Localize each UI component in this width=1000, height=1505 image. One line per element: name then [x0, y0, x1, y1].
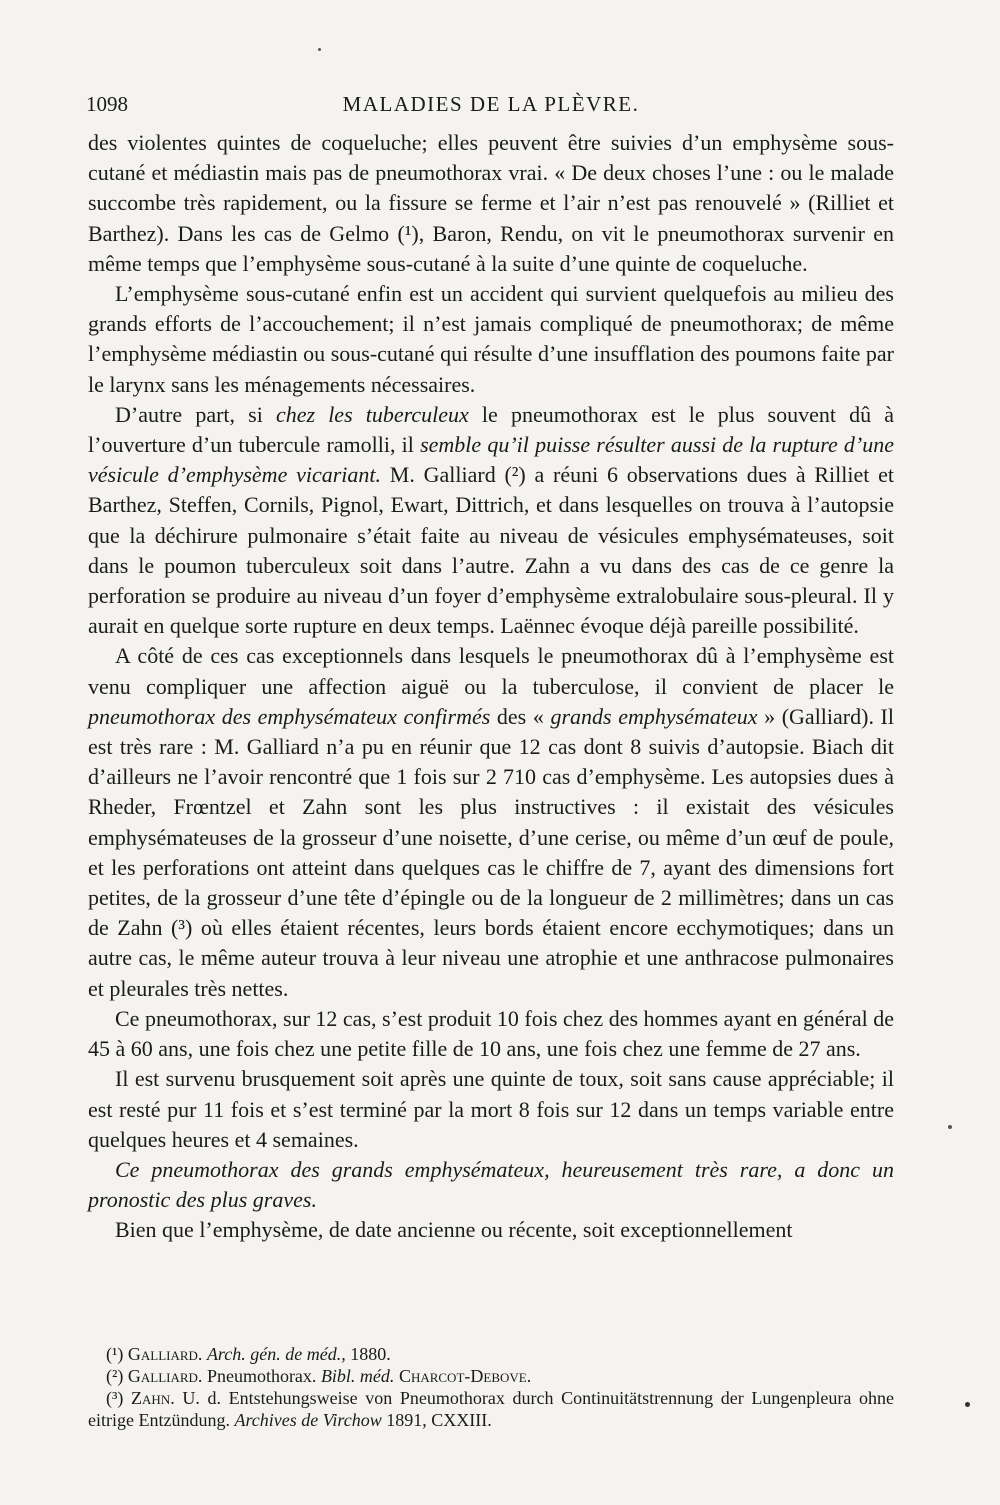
paper-speck: [318, 48, 321, 51]
footnote-author: Galliard.: [127, 1344, 203, 1364]
footnote-mark: (²): [106, 1366, 124, 1386]
paragraph: [88, 1004, 894, 1064]
footnote-author: Galliard.: [127, 1366, 203, 1386]
footnote-text: 1880.: [345, 1344, 391, 1364]
paper-speck: [948, 1125, 952, 1129]
text: » (Galliard). Il est très rare : M. Galliard n’a pu en réunir que 12 cas dont 8 suivis d’autopsie. Biach dit d’ailleurs ne l’avoir rencontré que 1 fois sur 2 710 cas d’emphysème. Les autopsies dues à Rheder, Frœntzel et Zahn sont les plus instructives : il existait des vésicules emphysémateuses de la grosseur d’une noisette, d’une cerise, ou même d’un œuf de poule, et les perforations ont atteint dans quelques cas le chiffre de 7, ayant des dimensions fort petites, de la grosseur d’une tête d’épingle ou de la longueur de 2 millimètres; dans un cas de Zahn (³) où elles étaient récentes, leurs bords étaient encore ecchymotiques; dans un autre cas, le même auteur trouva à leur niveau une atrophie et une anthracose pulmonaires et pleurales très nettes.: [88, 703, 894, 1001]
text: des «: [490, 703, 551, 729]
footnote-text-end: 1891, CXXIII.: [381, 1410, 492, 1430]
footnote-1: [88, 1343, 894, 1365]
italic-text: Ce pneumothorax des grands emphysémateux, heureusement très rare, a donc un pronostic des plus graves.: [88, 1156, 894, 1213]
paragraph: [88, 279, 894, 400]
italic-text: semble qu’il puisse résulter aussi de la rupture d’une vésicule d’emphysème vicariant.: [88, 432, 894, 488]
page-header: [86, 92, 896, 122]
italic-text: pneumothorax des emphysémateux confirmés: [88, 703, 491, 729]
text: L’emphysème sous-cutané enfin est un accident qui survient quelquefois au milieu des grands efforts de l’accouchement; il n’est jamais compliqué de pneumothorax; de même l’emphysème médiastin ou sous-cutané qui résulte d’une insufflation des poumons faite par le larynx sans les ménagements nécessaires.: [88, 281, 894, 397]
paragraph: [88, 128, 894, 279]
footnote-text: U. d. Entstehungsweise von Pneumothorax durch Continuitätstrennung der Lungenpleura ohne eitrige Entzündung.: [88, 1388, 895, 1430]
paragraph: [88, 1064, 894, 1155]
footnote-3: [88, 1387, 894, 1431]
footnote-journal: Arch. gén. de méd.,: [206, 1344, 346, 1364]
running-title: MALADIES DE LA PLÈVRE.: [342, 92, 640, 116]
text: Il est survenu brusquement soit après une quinte de toux, soit sans cause appréciable; il est resté pur 11 fois et s’est terminé par la mort 8 fois sur 12 dans un temps variable entre quelques heures et 4 semaines.: [88, 1066, 894, 1152]
paragraph: [88, 641, 894, 1003]
footnote-author: Zahn.: [131, 1388, 175, 1408]
text: A côté de ces cas exceptionnels dans lesquels le pneumothorax dû à l’emphysème est venu compliquer une affection aiguë ou la tuberculose, il convient de placer le: [88, 643, 894, 699]
italic-text: chez les tuberculeux: [275, 401, 469, 427]
text: des violentes quintes de coqueluche; elles peuvent être suivies d’un emphysème sous-cutané et médiastin mais pas de pneumothorax vrai. « De deux choses l’une : ou le malade succombe très rapidement, ou la fissure se ferme et l’air n’est pas renouvelé » (Rilliet et Barthez). Dans les cas de Gelmo (¹), Baron, Rendu, on vit le pneumothorax survenir en même temps que l’emphysème sous-cutané à la suite d’une quinte de coqueluche.: [88, 130, 894, 276]
footnote-journal: Bibl. méd.: [320, 1366, 395, 1386]
paragraph: [88, 1215, 894, 1245]
text: le pneumothorax est le plus souvent dû à l’ouverture d’un tubercule ramolli, il: [88, 401, 895, 458]
footnote-journal: Archives de Virchow: [234, 1410, 382, 1430]
footnotes: [88, 1343, 894, 1431]
footnote-mark: (¹): [106, 1344, 124, 1364]
footnote-series: Charcot-Debove.: [398, 1366, 532, 1386]
footnote-2: [88, 1365, 894, 1387]
paragraph: [88, 400, 894, 642]
footnote-text: Pneumothorax.: [202, 1366, 321, 1386]
paper-speck: [965, 1402, 970, 1407]
italic-text: grands emphysémateux: [550, 703, 758, 729]
page-number: 1098: [86, 92, 128, 116]
text: Ce pneumothorax, sur 12 cas, s’est produit 10 fois chez des hommes ayant en général de 45 à 60 ans, une fois chez une petite fille de 10 ans, une fois chez une femme de 27 ans.: [88, 1005, 894, 1062]
footnote-mark: (³): [106, 1388, 124, 1408]
text: D’autre part, si: [115, 401, 276, 427]
text: M. Galliard (²) a réuni 6 observations dues à Rilliet et Barthez, Steffen, Cornils, Pignol, Ewart, Dittrich, et dans lesquelles on trouva à l’autopsie que la déchirure pulmonaire s’était faite au niveau de vésicules emphysémateuses, soit dans le poumon tuberculeux soit dans l’autre. Zahn a vu dans des cas de ce genre la perforation se produire au niveau d’un foyer d’emphysème extralobulaire sous-pleural. Il y aurait en quelque sorte rupture en deux temps. Laënnec évoque déjà pareille possibilité.: [88, 462, 894, 639]
text: Bien que l’emphysème, de date ancienne ou récente, soit exceptionnellement: [115, 1217, 793, 1243]
paragraph: [88, 1155, 894, 1215]
body-text: [88, 128, 894, 1246]
